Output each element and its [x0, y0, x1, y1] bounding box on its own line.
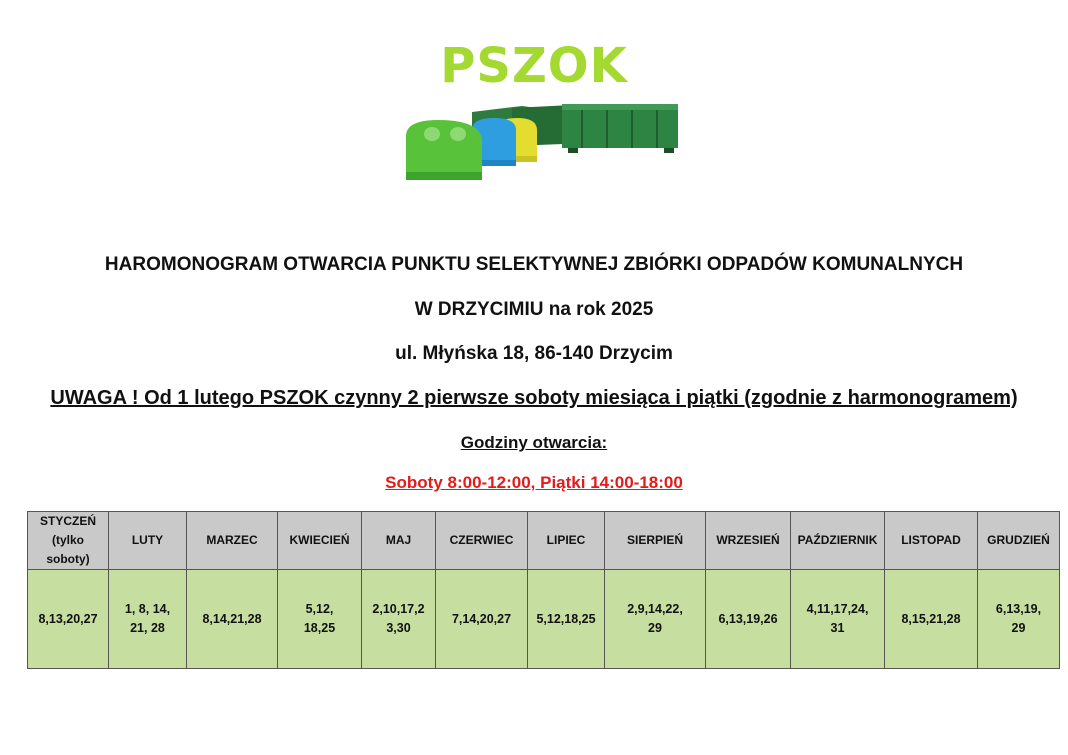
- month-header: GRUDZIEŃ: [978, 512, 1060, 570]
- month-dates: 7,14,20,27: [436, 570, 528, 669]
- month-header: MAJ: [362, 512, 436, 570]
- month-dates: 8,15,21,28: [885, 570, 978, 669]
- schedule-table: [27, 511, 1060, 669]
- month-dates: 6,13,19,26: [706, 570, 791, 669]
- heading-title: HAROMONOGRAM OTWARCIA PUNKTU SELEKTYWNEJ ZBIÓRKI ODPADÓW KOMUNALNYCH: [104, 254, 964, 275]
- month-header: SIERPIEŃ: [605, 512, 706, 570]
- month-dates: 8,13,20,27: [28, 570, 109, 669]
- logo-title: PSZOK: [440, 38, 628, 94]
- month-header: LIPIEC: [528, 512, 605, 570]
- hours-text: Soboty 8:00-12:00, Piątki 14:00-18:00: [385, 473, 683, 492]
- month-header: STYCZEŃ (tylko soboty): [28, 512, 109, 570]
- month-header: LISTOPAD: [885, 512, 978, 570]
- month-header: MARZEC: [187, 512, 278, 570]
- month-dates: 6,13,19, 29: [978, 570, 1060, 669]
- heading-year: W DRZYCIMIU na rok 2025: [414, 299, 654, 320]
- month-dates: 4,11,17,24, 31: [791, 570, 885, 669]
- month-header: KWIECIEŃ: [278, 512, 362, 570]
- month-header: PAŹDZIERNIK: [791, 512, 885, 570]
- hours-label: Godziny otwarcia:: [460, 433, 608, 452]
- month-dates: 8,14,21,28: [187, 570, 278, 669]
- month-header: LUTY: [109, 512, 187, 570]
- month-dates: 5,12,18,25: [528, 570, 605, 669]
- recycling-bins-illustration: [402, 100, 682, 186]
- notice: UWAGA ! Od 1 lutego PSZOK czynny 2 pierwsze soboty miesiąca i piątki (zgodnie z harmonogramem): [50, 387, 1018, 409]
- month-dates: 2,10,17,2 3,30: [362, 570, 436, 669]
- month-dates: 2,9,14,22, 29: [605, 570, 706, 669]
- month-dates: 5,12, 18,25: [278, 570, 362, 669]
- month-dates: 1, 8, 14, 21, 28: [109, 570, 187, 669]
- address: ul. Młyńska 18, 86-140 Drzycim: [395, 343, 673, 364]
- month-header-row: [28, 512, 1060, 570]
- month-header: CZERWIEC: [436, 512, 528, 570]
- month-header: WRZESIEŃ: [706, 512, 791, 570]
- dates-row: [28, 570, 1060, 669]
